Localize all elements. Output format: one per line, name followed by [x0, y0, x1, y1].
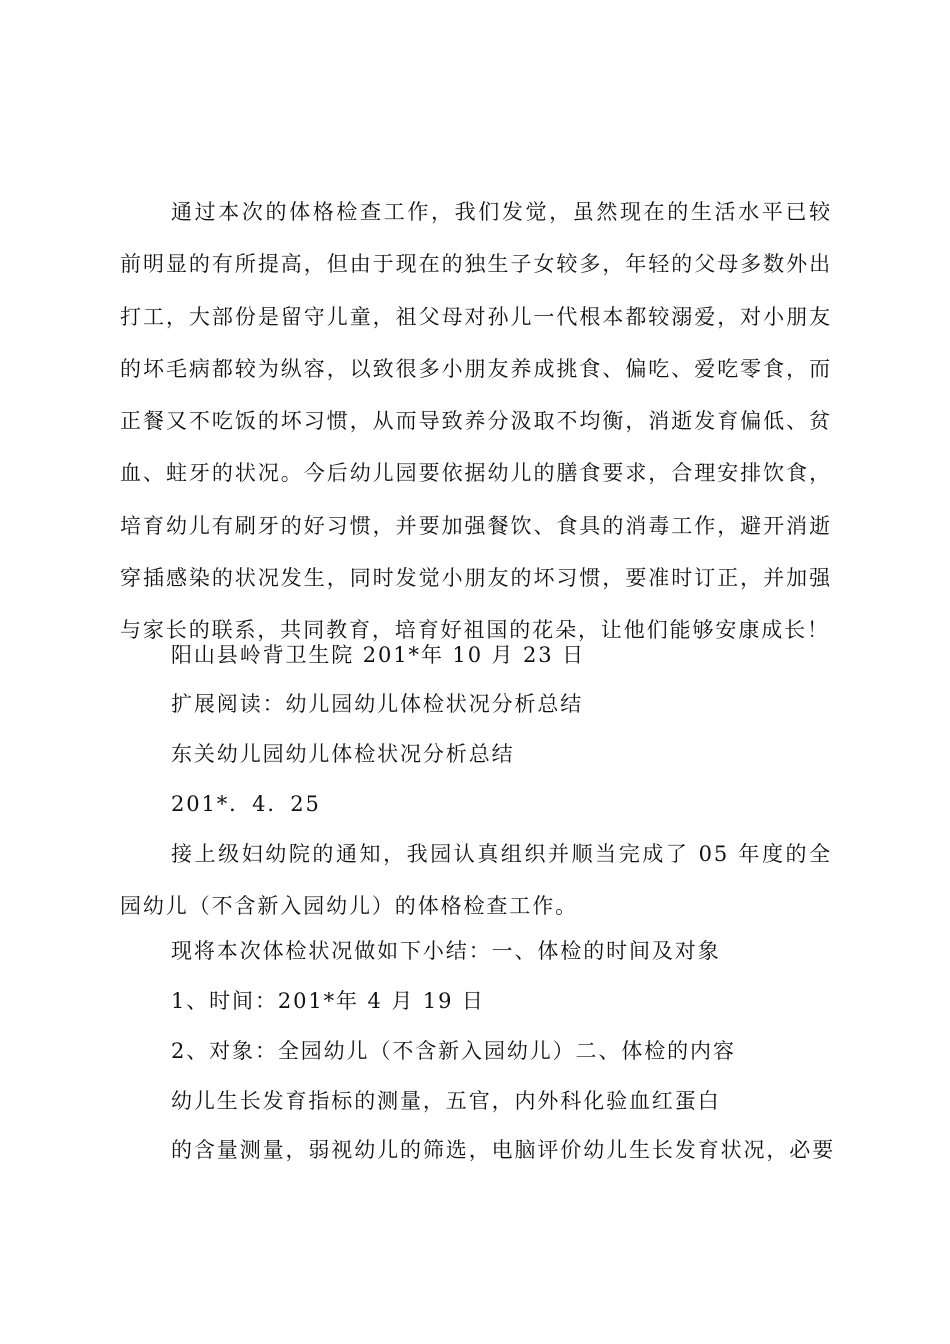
content-line: 的含量测量，弱视幼儿的筛选，电脑评价幼儿生长发育状况，必要: [171, 1138, 836, 1162]
body-paragraph: 通过本次的体格检查工作，我们发觉，虽然现在的生活水平已较前明显的有所提高，但由于现在的独生子女较多，年轻的父母多数外出打工，大部份是留守儿童，祖父母对孙儿一代根本都较溺爱，对小朋友的坏毛病都较为纵容，以致很多小朋友养成挑食、偏吃、爱吃零食，而正餐又不吃饭的坏习惯，从而导致养分汲取不均衡，消逝发育偏低、贫血、蛀牙的状况。今后幼儿园要依据幼儿的膳食要求，合理安排饮食，培育幼儿有刷牙的好习惯，并要加强餐饮、食具的消毒工作，避开消逝穿插感染的状况发生，同时发觉小朋友的坏习惯，要准时订正，并加强与家长的联系，共同教育，培育好祖国的花朵，让他们能够安康成长！: [120, 200, 832, 643]
document-date: 201*．4．25: [171, 792, 321, 816]
signature-line: 阳山县岭背卫生院 201*年 10 月 23 日: [171, 643, 586, 667]
document-subtitle: 东关幼儿园幼儿体检状况分析总结: [171, 742, 515, 766]
extended-reading-heading: 扩展阅读：幼儿园幼儿体检状况分析总结: [171, 692, 584, 716]
item-subject: 2、对象：全园幼儿（不含新入园幼儿）二、体检的内容: [171, 1039, 736, 1063]
content-line: 幼儿生长发育指标的测量，五官，内外科化验血红蛋白: [171, 1089, 721, 1113]
notice-paragraph: 接上级妇幼院的通知，我园认真组织并顺当完成了 05 年度的全园幼儿（不含新入园幼儿）的体格检查工作。: [120, 842, 832, 918]
item-time: 1、时间：201*年 4 月 19 日: [171, 989, 485, 1013]
summary-intro: 现将本次体检状况做如下小结：一、体检的时间及对象: [171, 939, 721, 963]
